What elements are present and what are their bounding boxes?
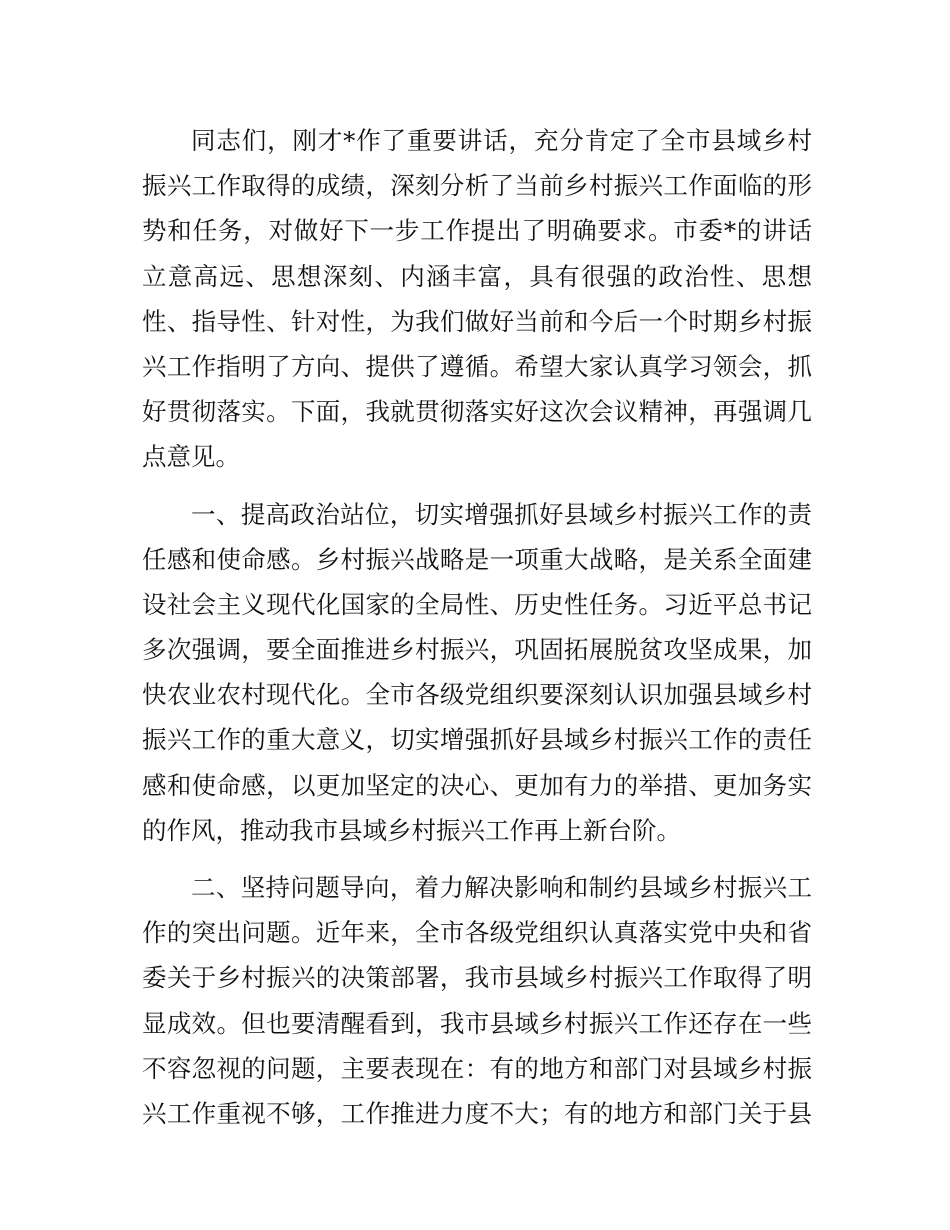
document-body: [142, 118, 812, 1136]
paragraph-line: 性、指导性、针对性，为我们做好当前和今后一个时期乡村振: [142, 306, 812, 336]
paragraph-line: 二、坚持问题导向，着力解决影响和制约县域乡村振兴工: [191, 873, 812, 902]
paragraph-line: 委关于乡村振兴的决策部署，我市县域乡村振兴工作取得了明: [142, 963, 812, 993]
paragraph-line: 的作风，推动我市县域乡村振兴工作再上新台阶。: [142, 815, 681, 845]
paragraph-line: 作的突出问题。近年来，全市各级党组织认真落实党中央和省: [142, 918, 812, 948]
paragraph-line: 快农业农村现代化。全市各级党组织要深刻认识加强县域乡村: [142, 680, 812, 710]
paragraph-line: 点意见。: [142, 442, 240, 472]
paragraph-line: 振兴工作的重大意义，切实增强抓好县域乡村振兴工作的责任: [142, 725, 812, 755]
paragraph-line: 立意高远、思想深刻、内涵丰富，具有很强的政治性、思想: [142, 261, 812, 291]
paragraph-line: 振兴工作取得的成绩，深刻分析了当前乡村振兴工作面临的形: [142, 171, 812, 201]
paragraph-section-one: [142, 492, 812, 854]
paragraph-line: 设社会主义现代化国家的全局性、历史性任务。习近平总书记: [142, 589, 812, 619]
paragraph-section-two: [142, 865, 812, 1136]
paragraph-line: 不容忽视的问题，主要表现在：有的地方和部门对县域乡村振: [142, 1053, 812, 1083]
paragraph-line: 一、提高政治站位，切实增强抓好县域乡村振兴工作的责: [191, 499, 812, 529]
paragraph-spacer: [142, 853, 812, 865]
paragraph-line: 兴工作重视不够，工作推进力度不大；有的地方和部门关于县: [142, 1098, 812, 1128]
paragraph-intro: [142, 118, 812, 480]
paragraph-line: 任感和使命感。乡村振兴战略是一项重大战略，是关系全面建: [142, 544, 812, 574]
paragraph-spacer: [142, 480, 812, 492]
paragraph-line: 兴工作指明了方向、提供了遵循。希望大家认真学习领会，抓: [142, 351, 812, 381]
paragraph-line: 势和任务，对做好下一步工作提出了明确要求。市委*的讲话: [142, 216, 812, 246]
paragraph-line: 好贯彻落实。下面，我就贯彻落实好这次会议精神，再强调几: [142, 397, 812, 427]
paragraph-line: 感和使命感，以更加坚定的决心、更加有力的举措、更加务实: [142, 770, 812, 800]
paragraph-line: 同志们，刚才*作了重要讲话，充分肯定了全市县域乡村: [191, 126, 812, 155]
paragraph-line: 多次强调，要全面推进乡村振兴，巩固拓展脱贫攻坚成果，加: [142, 635, 812, 665]
paragraph-line: 显成效。但也要清醒看到，我市县域乡村振兴工作还存在一些: [142, 1008, 812, 1038]
